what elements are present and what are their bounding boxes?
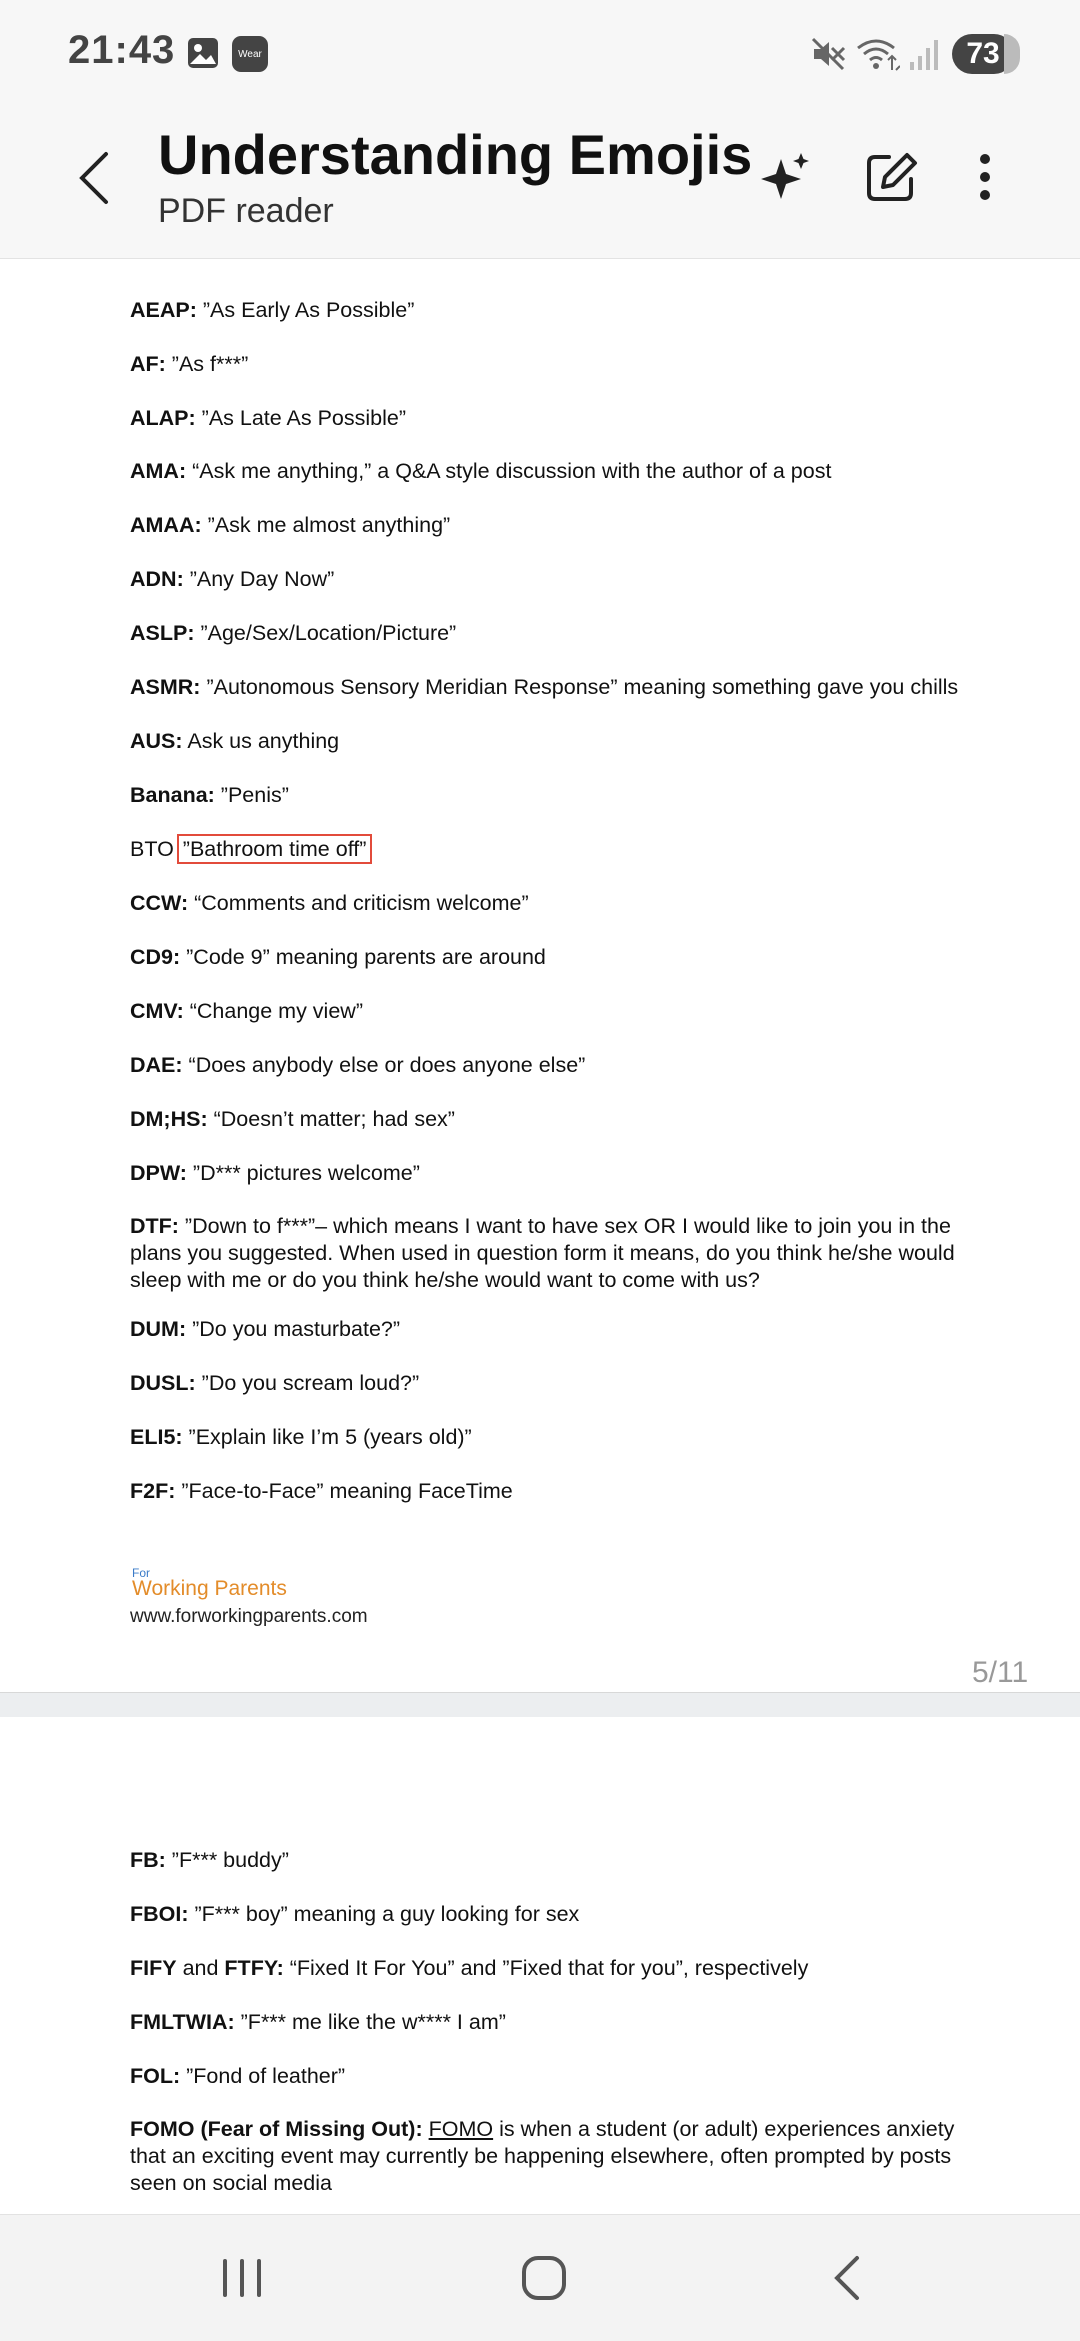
home-icon (520, 2254, 568, 2302)
page-subtitle: PDF reader (158, 192, 334, 230)
glossary-entry: AEAP: ”As Early As Possible” (130, 298, 415, 322)
highlighted-text[interactable]: ”Bathroom time off” (180, 837, 370, 861)
battery-level: 73 (966, 37, 1000, 70)
app-bar (0, 100, 1080, 259)
more-options-button[interactable] (950, 142, 1020, 212)
glossary-entry: AMA: “Ask me anything,” a Q&A style discussion with the author of a post (130, 459, 832, 483)
wear-icon: Wear (232, 36, 268, 72)
status-time: 21:43 (68, 28, 176, 72)
recents-button[interactable] (197, 2243, 287, 2313)
glossary-entry: DTF: ”Down to f***”– which means I want to have sex OR I would like to join you in the plans you suggested. When used in question form it means, do you think he/she would sleep with me or do you think he/she would want to come with us? (130, 1214, 955, 1292)
back-button[interactable] (68, 146, 122, 210)
ai-button[interactable] (752, 142, 822, 212)
home-button[interactable] (499, 2243, 589, 2313)
glossary-entry: FB: ”F*** buddy” (130, 1848, 289, 1872)
glossary-entry: CMV: “Change my view” (130, 999, 363, 1023)
logo-for-text: For (132, 1566, 150, 1580)
glossary-entry: F2F: ”Face-to-Face” meaning FaceTime (130, 1479, 513, 1503)
glossary-entry: FIFY and FTFY: “Fixed It For You” and ”Fixed that for you”, respectively (130, 1956, 809, 1980)
glossary-entry: DPW: ”D*** pictures welcome” (130, 1161, 420, 1185)
glossary-entry: CD9: ”Code 9” meaning parents are around (130, 945, 546, 969)
battery-indicator (952, 34, 1014, 74)
navigation-bar (0, 2214, 1080, 2341)
footer-url: www.forworkingparents.com (130, 1606, 368, 1627)
page-title: Understanding Emojis (158, 123, 753, 186)
glossary-entry: FBOI: ”F*** boy” meaning a guy looking for sex (130, 1902, 580, 1926)
glossary-entry: Banana: ”Penis” (130, 783, 289, 807)
signal-icon (908, 36, 940, 77)
glossary-entry: FOL: ”Fond of leather” (130, 2064, 346, 2088)
glossary-entry: FMLTWIA: ”F*** me like the w**** I am” (130, 2010, 506, 2034)
page-separator (0, 1692, 1080, 1718)
glossary-entry: DUSL: ”Do you scream loud?” (130, 1371, 420, 1395)
image-icon (186, 36, 220, 75)
glossary-entry: FOMO (Fear of Missing Out): FOMO is when a student (or adult) experiences anxiety that an exciting event may currently be happening elsewhere, often prompted by posts seen on social media (130, 2117, 955, 2195)
fomo-link[interactable]: FOMO (428, 2117, 494, 2141)
more-vert-icon (975, 149, 995, 205)
wifi-icon (856, 36, 900, 77)
glossary-entry: AF: ”As f***” (130, 352, 249, 376)
glossary-entry: ADN: ”Any Day Now” (130, 567, 335, 591)
status-bar (0, 0, 1080, 100)
glossary-entry: ASLP: ”Age/Sex/Location/Picture” (130, 621, 457, 645)
nav-back-button[interactable] (802, 2243, 892, 2313)
glossary-entry: ASMR: ”Autonomous Sensory Meridian Response” meaning something gave you chills (130, 675, 959, 699)
glossary-entry: CCW: “Comments and criticism welcome” (130, 891, 529, 915)
back-arrow-icon (68, 146, 122, 210)
glossary-entry: AUS: Ask us anything (130, 729, 340, 753)
recents-icon (219, 2255, 265, 2301)
glossary-entry: DM;HS: “Doesn’t matter; had sex” (130, 1107, 455, 1131)
glossary-entry: AMAA: ”Ask me almost anything” (130, 513, 451, 537)
glossary-entry: DUM: ”Do you masturbate?” (130, 1317, 401, 1341)
logo-name-text: Working Parents (132, 1577, 287, 1600)
sparkle-icon (759, 149, 815, 205)
nav-back-icon (827, 2254, 867, 2302)
page-number: 5/11 (972, 1656, 1029, 1689)
glossary-entry: BTO ”Bathroom time off” (130, 836, 960, 863)
edit-button[interactable] (856, 142, 926, 212)
glossary-entry: ALAP: ”As Late As Possible” (130, 406, 407, 430)
glossary-entry: ELI5: ”Explain like I’m 5 (years old)” (130, 1425, 472, 1449)
edit-icon (863, 149, 919, 205)
mute-icon (810, 36, 846, 77)
glossary-entry: DAE: “Does anybody else or does anyone else” (130, 1053, 586, 1077)
